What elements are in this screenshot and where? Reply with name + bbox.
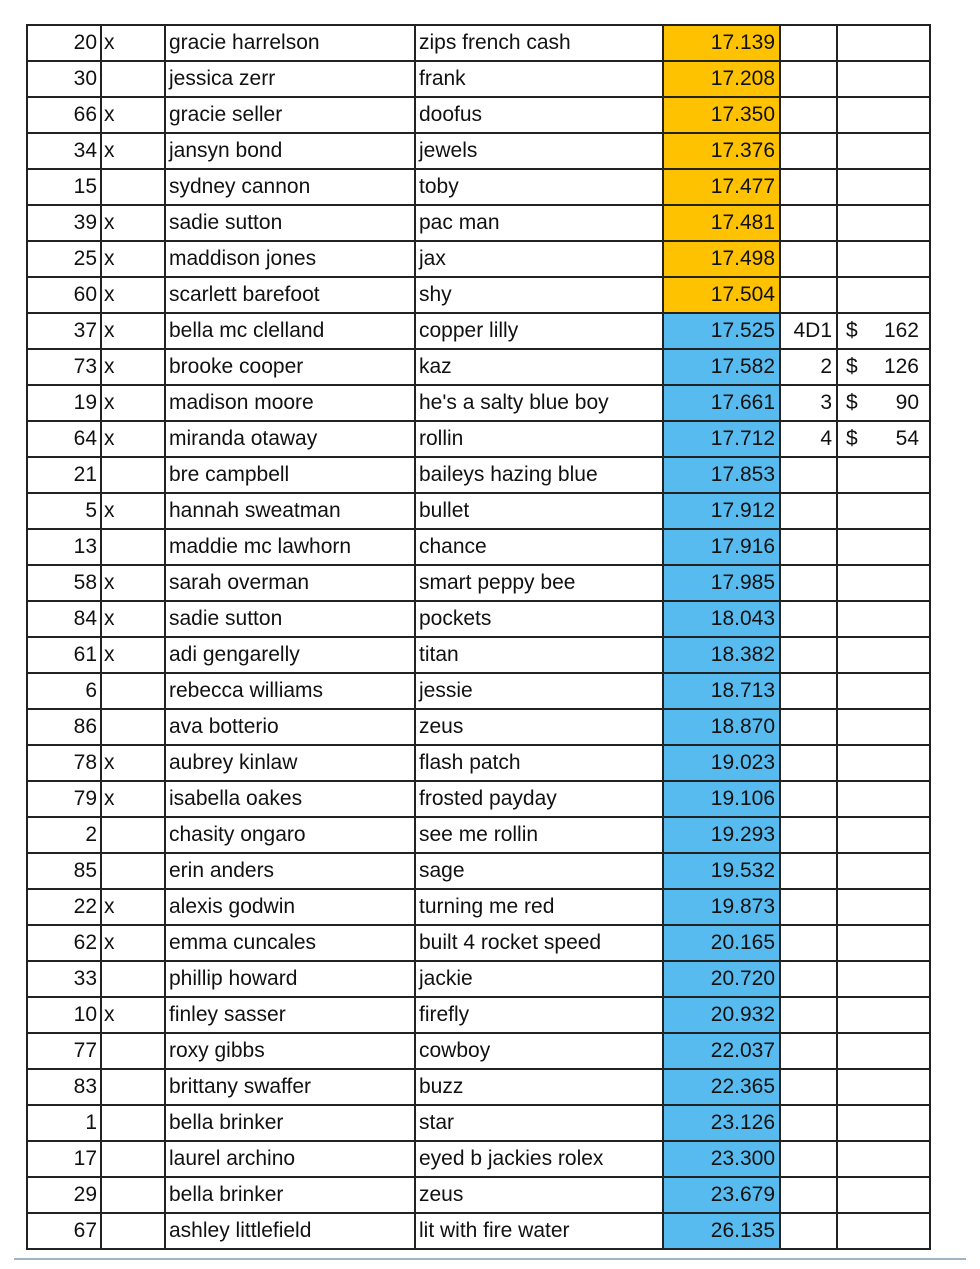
payout-cell — [837, 889, 930, 925]
entry-number-cell: 6 — [27, 673, 101, 709]
placing-cell — [780, 61, 837, 97]
placing-cell: 4D1 — [780, 313, 837, 349]
run-time-cell: 17.916 — [663, 529, 780, 565]
entry-mark-cell: x — [101, 637, 165, 673]
run-time-cell: 17.139 — [663, 25, 780, 61]
horse-name-cell: zeus — [415, 709, 663, 745]
rider-name-cell: sadie sutton — [165, 205, 415, 241]
entry-number-cell: 5 — [27, 493, 101, 529]
horse-name-cell: turning me red — [415, 889, 663, 925]
horse-name-cell: zips french cash — [415, 25, 663, 61]
table-row — [27, 1213, 930, 1249]
horse-name-cell: built 4 rocket speed — [415, 925, 663, 961]
placing-cell — [780, 97, 837, 133]
rider-name-cell: rebecca williams — [165, 673, 415, 709]
entry-number-cell: 30 — [27, 61, 101, 97]
payout-cell — [837, 925, 930, 961]
entry-mark-cell: x — [101, 385, 165, 421]
rider-name-cell: erin anders — [165, 853, 415, 889]
entry-mark-cell: x — [101, 889, 165, 925]
rider-name-cell: hannah sweatman — [165, 493, 415, 529]
entry-number-cell: 25 — [27, 241, 101, 277]
run-time-cell: 17.350 — [663, 97, 780, 133]
table-row — [27, 169, 930, 205]
currency-symbol: $ — [846, 319, 858, 342]
rider-name-cell: aubrey kinlaw — [165, 745, 415, 781]
rider-name-cell: sarah overman — [165, 565, 415, 601]
table-row — [27, 745, 930, 781]
entry-number-cell: 1 — [27, 1105, 101, 1141]
entry-mark-cell: x — [101, 97, 165, 133]
payout-cell — [837, 25, 930, 61]
payout-cell — [837, 169, 930, 205]
placing-cell — [780, 781, 837, 817]
entry-number-cell: 84 — [27, 601, 101, 637]
placing-cell — [780, 1033, 837, 1069]
entry-mark-cell: x — [101, 781, 165, 817]
payout-cell — [837, 709, 930, 745]
rider-name-cell: bella brinker — [165, 1177, 415, 1213]
entry-mark-cell: x — [101, 205, 165, 241]
placing-cell — [780, 709, 837, 745]
entry-mark-cell — [101, 853, 165, 889]
payout-cell — [837, 529, 930, 565]
placing-cell — [780, 1069, 837, 1105]
entry-number-cell: 21 — [27, 457, 101, 493]
payout-amount: 126 — [883, 355, 919, 378]
placing-cell — [780, 1213, 837, 1249]
placing-cell: 2 — [780, 349, 837, 385]
entry-mark-cell: x — [101, 493, 165, 529]
entry-number-cell: 22 — [27, 889, 101, 925]
table-row — [27, 1105, 930, 1141]
table-row — [27, 133, 930, 169]
table-row — [27, 1177, 930, 1213]
placing-cell — [780, 1177, 837, 1213]
payout-cell — [837, 61, 930, 97]
horse-name-cell: copper lilly — [415, 313, 663, 349]
rider-name-cell: gracie seller — [165, 97, 415, 133]
entry-number-cell: 61 — [27, 637, 101, 673]
payout-cell — [837, 997, 930, 1033]
table-row — [27, 601, 930, 637]
entry-number-cell: 29 — [27, 1177, 101, 1213]
placing-cell: 3 — [780, 385, 837, 421]
placing-cell — [780, 133, 837, 169]
placing-cell — [780, 925, 837, 961]
payout-cell — [837, 349, 930, 385]
run-time-cell: 23.679 — [663, 1177, 780, 1213]
entry-number-cell: 33 — [27, 961, 101, 997]
entry-mark-cell — [101, 1033, 165, 1069]
placing-cell — [780, 169, 837, 205]
entry-number-cell: 58 — [27, 565, 101, 601]
rider-name-cell: bre campbell — [165, 457, 415, 493]
rider-name-cell: chasity ongaro — [165, 817, 415, 853]
rider-name-cell: gracie harrelson — [165, 25, 415, 61]
rider-name-cell: bella mc clelland — [165, 313, 415, 349]
run-time-cell: 17.582 — [663, 349, 780, 385]
currency-symbol: $ — [846, 391, 858, 414]
entry-mark-cell — [101, 61, 165, 97]
payout-amount: 162 — [883, 319, 919, 342]
entry-mark-cell: x — [101, 997, 165, 1033]
table-row — [27, 673, 930, 709]
horse-name-cell: doofus — [415, 97, 663, 133]
entry-mark-cell: x — [101, 349, 165, 385]
placing-cell: 4 — [780, 421, 837, 457]
payout-cell — [837, 1141, 930, 1177]
payout-cell — [837, 745, 930, 781]
run-time-cell: 18.870 — [663, 709, 780, 745]
entry-mark-cell: x — [101, 313, 165, 349]
placing-cell — [780, 745, 837, 781]
entry-number-cell: 20 — [27, 25, 101, 61]
run-time-cell: 22.037 — [663, 1033, 780, 1069]
horse-name-cell: jessie — [415, 673, 663, 709]
payout-cell — [837, 817, 930, 853]
run-time-cell: 20.165 — [663, 925, 780, 961]
horse-name-cell: kaz — [415, 349, 663, 385]
rider-name-cell: ashley littlefield — [165, 1213, 415, 1249]
placing-cell — [780, 637, 837, 673]
rider-name-cell: jansyn bond — [165, 133, 415, 169]
horse-name-cell: pac man — [415, 205, 663, 241]
payout-cell — [837, 601, 930, 637]
horse-name-cell: shy — [415, 277, 663, 313]
table-row — [27, 457, 930, 493]
horse-name-cell: buzz — [415, 1069, 663, 1105]
table-row — [27, 277, 930, 313]
table-row — [27, 781, 930, 817]
run-time-cell: 19.106 — [663, 781, 780, 817]
run-time-cell: 22.365 — [663, 1069, 780, 1105]
payout-cell — [837, 1105, 930, 1141]
payout-cell — [837, 1213, 930, 1249]
entry-mark-cell: x — [101, 277, 165, 313]
placing-cell — [780, 1105, 837, 1141]
currency-symbol: $ — [846, 427, 858, 450]
entry-number-cell: 13 — [27, 529, 101, 565]
run-time-cell: 19.293 — [663, 817, 780, 853]
entry-mark-cell: x — [101, 745, 165, 781]
entry-number-cell: 10 — [27, 997, 101, 1033]
payout-cell — [837, 133, 930, 169]
rider-name-cell: sydney cannon — [165, 169, 415, 205]
entry-number-cell: 39 — [27, 205, 101, 241]
entry-number-cell: 67 — [27, 1213, 101, 1249]
payout-amount: 90 — [895, 391, 919, 414]
horse-name-cell: zeus — [415, 1177, 663, 1213]
run-time-cell: 19.023 — [663, 745, 780, 781]
run-time-cell: 23.300 — [663, 1141, 780, 1177]
horse-name-cell: sage — [415, 853, 663, 889]
horse-name-cell: lit with fire water — [415, 1213, 663, 1249]
horse-name-cell: eyed b jackies rolex — [415, 1141, 663, 1177]
horse-name-cell: jackie — [415, 961, 663, 997]
run-time-cell: 17.853 — [663, 457, 780, 493]
page-bottom-rule — [14, 1258, 966, 1260]
table-row — [27, 1069, 930, 1105]
entry-number-cell: 66 — [27, 97, 101, 133]
rider-name-cell: isabella oakes — [165, 781, 415, 817]
payout-cell — [837, 637, 930, 673]
entry-number-cell: 78 — [27, 745, 101, 781]
entry-mark-cell — [101, 1105, 165, 1141]
entry-number-cell: 60 — [27, 277, 101, 313]
placing-cell — [780, 997, 837, 1033]
entry-mark-cell: x — [101, 565, 165, 601]
entry-mark-cell — [101, 1141, 165, 1177]
table-row — [27, 241, 930, 277]
entry-mark-cell — [101, 709, 165, 745]
entry-number-cell: 85 — [27, 853, 101, 889]
entry-mark-cell — [101, 457, 165, 493]
rider-name-cell: ava botterio — [165, 709, 415, 745]
table-row — [27, 97, 930, 133]
placing-cell — [780, 889, 837, 925]
horse-name-cell: pockets — [415, 601, 663, 637]
rider-name-cell: sadie sutton — [165, 601, 415, 637]
entry-number-cell: 62 — [27, 925, 101, 961]
entry-number-cell: 2 — [27, 817, 101, 853]
placing-cell — [780, 601, 837, 637]
run-time-cell: 20.932 — [663, 997, 780, 1033]
table-row — [27, 421, 930, 457]
placing-cell — [780, 25, 837, 61]
run-time-cell: 17.481 — [663, 205, 780, 241]
entry-mark-cell: x — [101, 925, 165, 961]
entry-number-cell: 15 — [27, 169, 101, 205]
horse-name-cell: star — [415, 1105, 663, 1141]
placing-cell — [780, 853, 837, 889]
placing-cell — [780, 673, 837, 709]
payout-cell — [837, 1069, 930, 1105]
entry-mark-cell — [101, 1069, 165, 1105]
entry-number-cell: 19 — [27, 385, 101, 421]
table-row — [27, 61, 930, 97]
entry-mark-cell — [101, 1177, 165, 1213]
payout-cell — [837, 421, 930, 457]
run-time-cell: 17.985 — [663, 565, 780, 601]
payout-cell — [837, 385, 930, 421]
table-row — [27, 925, 930, 961]
entry-number-cell: 83 — [27, 1069, 101, 1105]
run-time-cell: 26.135 — [663, 1213, 780, 1249]
placing-cell — [780, 529, 837, 565]
rider-name-cell: brooke cooper — [165, 349, 415, 385]
table-row — [27, 529, 930, 565]
horse-name-cell: jax — [415, 241, 663, 277]
rider-name-cell: roxy gibbs — [165, 1033, 415, 1069]
run-time-cell: 18.713 — [663, 673, 780, 709]
payout-cell — [837, 205, 930, 241]
rider-name-cell: maddie mc lawhorn — [165, 529, 415, 565]
entry-mark-cell — [101, 961, 165, 997]
table-row — [27, 313, 930, 349]
results-table — [26, 24, 931, 1250]
table-row — [27, 853, 930, 889]
run-time-cell: 20.720 — [663, 961, 780, 997]
horse-name-cell: cowboy — [415, 1033, 663, 1069]
placing-cell — [780, 493, 837, 529]
entry-number-cell: 86 — [27, 709, 101, 745]
horse-name-cell: toby — [415, 169, 663, 205]
run-time-cell: 17.477 — [663, 169, 780, 205]
run-time-cell: 17.504 — [663, 277, 780, 313]
horse-name-cell: chance — [415, 529, 663, 565]
placing-cell — [780, 565, 837, 601]
entry-number-cell: 77 — [27, 1033, 101, 1069]
payout-cell — [837, 961, 930, 997]
payout-cell — [837, 853, 930, 889]
rider-name-cell: scarlett barefoot — [165, 277, 415, 313]
rider-name-cell: laurel archino — [165, 1141, 415, 1177]
entry-mark-cell — [101, 1213, 165, 1249]
rider-name-cell: madison moore — [165, 385, 415, 421]
rider-name-cell: emma cuncales — [165, 925, 415, 961]
run-time-cell: 19.873 — [663, 889, 780, 925]
payout-cell — [837, 313, 930, 349]
rider-name-cell: phillip howard — [165, 961, 415, 997]
rider-name-cell: miranda otaway — [165, 421, 415, 457]
rider-name-cell: brittany swaffer — [165, 1069, 415, 1105]
rider-name-cell: alexis godwin — [165, 889, 415, 925]
entry-number-cell: 73 — [27, 349, 101, 385]
table-row — [27, 961, 930, 997]
entry-mark-cell — [101, 529, 165, 565]
horse-name-cell: baileys hazing blue — [415, 457, 663, 493]
entry-mark-cell — [101, 169, 165, 205]
placing-cell — [780, 241, 837, 277]
placing-cell — [780, 961, 837, 997]
payout-cell — [837, 565, 930, 601]
run-time-cell: 17.525 — [663, 313, 780, 349]
entry-mark-cell — [101, 817, 165, 853]
table-row — [27, 205, 930, 241]
horse-name-cell: see me rollin — [415, 817, 663, 853]
table-row — [27, 997, 930, 1033]
table-row — [27, 1141, 930, 1177]
table-row — [27, 637, 930, 673]
horse-name-cell: he's a salty blue boy — [415, 385, 663, 421]
horse-name-cell: frosted payday — [415, 781, 663, 817]
rider-name-cell: jessica zerr — [165, 61, 415, 97]
entry-mark-cell: x — [101, 241, 165, 277]
rider-name-cell: adi gengarelly — [165, 637, 415, 673]
payout-amount: 54 — [895, 427, 919, 450]
placing-cell — [780, 1141, 837, 1177]
entry-number-cell: 34 — [27, 133, 101, 169]
table-row — [27, 25, 930, 61]
payout-cell — [837, 673, 930, 709]
placing-cell — [780, 205, 837, 241]
payout-cell — [837, 457, 930, 493]
run-time-cell: 18.043 — [663, 601, 780, 637]
currency-symbol: $ — [846, 355, 858, 378]
payout-cell — [837, 781, 930, 817]
entry-mark-cell: x — [101, 601, 165, 637]
run-time-cell: 17.208 — [663, 61, 780, 97]
entry-mark-cell: x — [101, 133, 165, 169]
run-time-cell: 17.661 — [663, 385, 780, 421]
payout-cell — [837, 493, 930, 529]
horse-name-cell: smart peppy bee — [415, 565, 663, 601]
table-row — [27, 889, 930, 925]
table-row — [27, 565, 930, 601]
rider-name-cell: maddison jones — [165, 241, 415, 277]
table-row — [27, 385, 930, 421]
entry-number-cell: 37 — [27, 313, 101, 349]
placing-cell — [780, 817, 837, 853]
run-time-cell: 19.532 — [663, 853, 780, 889]
run-time-cell: 23.126 — [663, 1105, 780, 1141]
table-row — [27, 349, 930, 385]
table-row — [27, 1033, 930, 1069]
horse-name-cell: rollin — [415, 421, 663, 457]
run-time-cell: 17.912 — [663, 493, 780, 529]
table-row — [27, 709, 930, 745]
payout-cell — [837, 97, 930, 133]
table-row — [27, 817, 930, 853]
horse-name-cell: jewels — [415, 133, 663, 169]
run-time-cell: 17.376 — [663, 133, 780, 169]
entry-number-cell: 79 — [27, 781, 101, 817]
entry-mark-cell: x — [101, 25, 165, 61]
rider-name-cell: finley sasser — [165, 997, 415, 1033]
run-time-cell: 17.712 — [663, 421, 780, 457]
placing-cell — [780, 277, 837, 313]
entry-number-cell: 17 — [27, 1141, 101, 1177]
horse-name-cell: firefly — [415, 997, 663, 1033]
horse-name-cell: flash patch — [415, 745, 663, 781]
payout-cell — [837, 241, 930, 277]
horse-name-cell: frank — [415, 61, 663, 97]
run-time-cell: 18.382 — [663, 637, 780, 673]
placing-cell — [780, 457, 837, 493]
horse-name-cell: titan — [415, 637, 663, 673]
horse-name-cell: bullet — [415, 493, 663, 529]
entry-number-cell: 64 — [27, 421, 101, 457]
rider-name-cell: bella brinker — [165, 1105, 415, 1141]
run-time-cell: 17.498 — [663, 241, 780, 277]
results-table-body — [27, 25, 930, 1249]
entry-mark-cell: x — [101, 421, 165, 457]
payout-cell — [837, 1177, 930, 1213]
entry-mark-cell — [101, 673, 165, 709]
payout-cell — [837, 277, 930, 313]
table-row — [27, 493, 930, 529]
payout-cell — [837, 1033, 930, 1069]
